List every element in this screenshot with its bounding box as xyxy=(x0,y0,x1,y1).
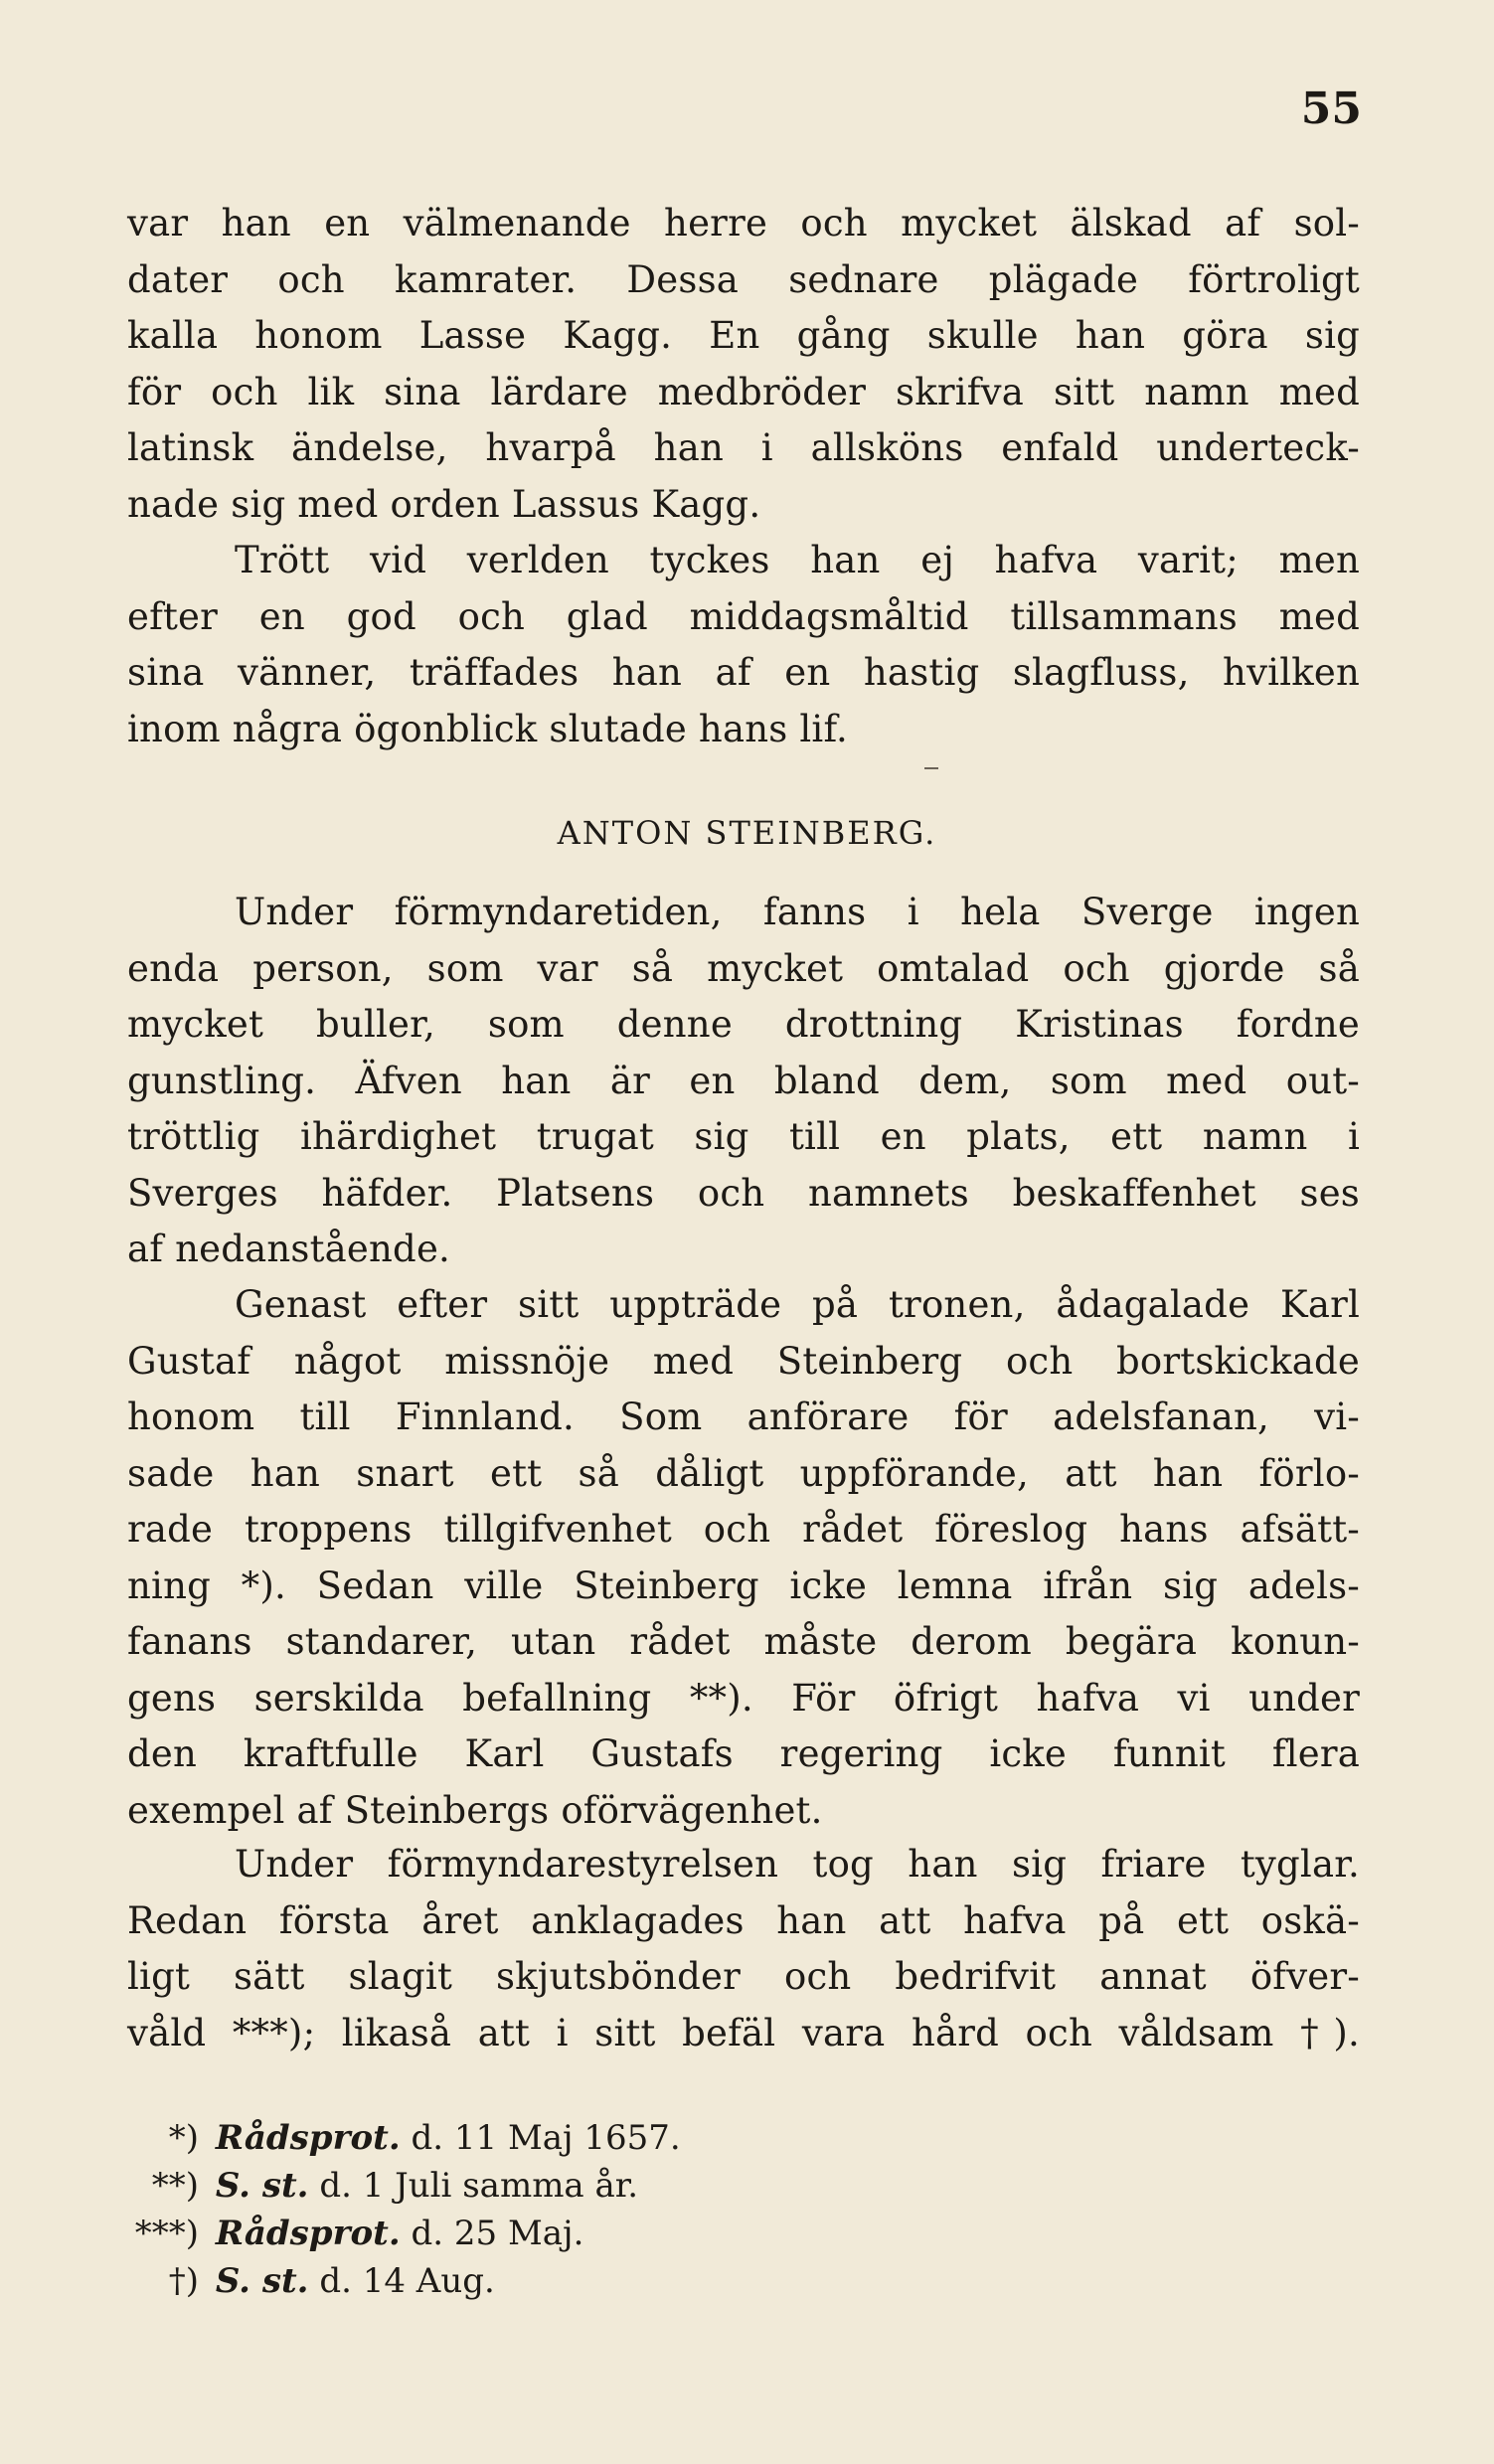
footnote xyxy=(127,2210,1022,2257)
text-line: Trött vid verlden tyckes han ej hafva varit; men xyxy=(235,539,1360,581)
text-line: fanans standarer, utan rådet måste derom begära konun- xyxy=(127,1620,1360,1663)
text-line: Genast efter sitt uppträde på tronen, ådagalade Karl xyxy=(235,1283,1360,1326)
page-number: 55 xyxy=(1300,83,1362,134)
text-line: kalla honom Lasse Kagg. En gång skulle han göra sig xyxy=(127,314,1360,357)
footnote-text: d. 11 Maj 1657. xyxy=(411,2118,681,2158)
text-line: sina vänner, träffades han af en hastig slagfluss, hvilken xyxy=(127,651,1360,694)
footnote-mark: †) xyxy=(168,2261,199,2301)
text-line: Gustaf något missnöje med Steinberg och bortskickade xyxy=(127,1339,1360,1383)
footnote-text: d. 14 Aug. xyxy=(319,2261,495,2301)
text-line: Under förmyndaretiden, fanns i hela Sverge ingen xyxy=(235,891,1360,933)
text-line: Redan första året anklagades han att hafva på ett oskä- xyxy=(127,1898,1360,1942)
text-line: dater och kamrater. Dessa sednare plägade förtroligt xyxy=(127,257,1360,301)
text-line: var han en välmenande herre och mycket älskad af sol- xyxy=(127,202,1360,245)
footnote-text: d. 1 Juli samma år. xyxy=(319,2166,639,2206)
footnote xyxy=(127,2114,1022,2162)
paragraph-regency xyxy=(127,1837,1360,2061)
footnote-source: S. st. xyxy=(215,2261,309,2301)
footnote-mark: **) xyxy=(151,2166,199,2206)
text-line: nade sig med orden Lassus Kagg. xyxy=(127,482,761,526)
footnote-mark: ***) xyxy=(134,2214,199,2253)
footnote-source: Rådsprot. xyxy=(215,2214,401,2253)
text-line: mycket buller, som denne drottning Kristinas fordne xyxy=(127,1003,1360,1046)
text-line: ligt sätt slagit skjutsbönder och bedrifvit annat öfver- xyxy=(127,1955,1360,1998)
footnote xyxy=(127,2162,1022,2210)
footnote-text: d. 25 Maj. xyxy=(411,2214,584,2253)
text-line: af nedanstående. xyxy=(127,1228,450,1270)
text-line: sade han snart ett så dåligt uppförande, att han förlo- xyxy=(127,1451,1360,1495)
text-line: inom några ögonblick slutade hans lif. xyxy=(127,707,848,750)
text-line: den kraftfulle Karl Gustafs regering icke funnit flera xyxy=(127,1732,1360,1775)
footnote xyxy=(127,2257,1022,2305)
section-heading: ANTON STEINBERG. xyxy=(557,814,937,852)
paragraph-death xyxy=(127,533,1360,757)
text-line: enda person, som var så mycket omtalad och gjorde så xyxy=(127,946,1360,990)
text-line: ning *). Sedan ville Steinberg icke lemna ifrån sig adels- xyxy=(127,1563,1360,1607)
paragraph-continuation xyxy=(127,196,1360,533)
text-line: exempel af Steinbergs oförvägenhet. xyxy=(127,1788,823,1832)
paragraph-intro xyxy=(127,885,1360,1278)
separator-mark xyxy=(924,767,938,769)
text-line: tröttlig ihärdighet trugat sig till en plats, ett namn i xyxy=(127,1115,1360,1158)
text-line: rade troppens tillgifvenhet och rådet föreslog hans afsätt- xyxy=(127,1508,1360,1551)
text-line: Sverges häfder. Platsens och namnets beskaffenhet ses xyxy=(127,1171,1360,1215)
footnote-source: S. st. xyxy=(215,2166,309,2206)
footnotes xyxy=(127,2114,1022,2305)
text-line: våld ***); likaså att i sitt befäl vara hård och våldsam †). xyxy=(127,2011,1360,2054)
footnote-mark: *) xyxy=(168,2118,199,2158)
text-line: gunstling. Äfven han är en bland dem, som med out- xyxy=(127,1059,1360,1102)
text-line: honom till Finnland. Som anförare för adelsfanan, vi- xyxy=(127,1396,1360,1438)
text-line: Under förmyndarestyrelsen tog han sig friare tyglar. xyxy=(235,1843,1360,1886)
text-line: för och lik sina lärdare medbröder skrifva sitt namn med xyxy=(127,370,1360,413)
text-line: gens serskilda befallning **). För öfrigt hafva vi under xyxy=(127,1676,1360,1720)
text-line: efter en god och glad middagsmåltid tillsammans med xyxy=(127,594,1360,638)
text-line: latinsk ändelse, hvarpå han i allsköns enfald underteck- xyxy=(127,426,1360,469)
footnote-source: Rådsprot. xyxy=(215,2118,401,2158)
paragraph-karl-gustaf xyxy=(127,1277,1360,1839)
